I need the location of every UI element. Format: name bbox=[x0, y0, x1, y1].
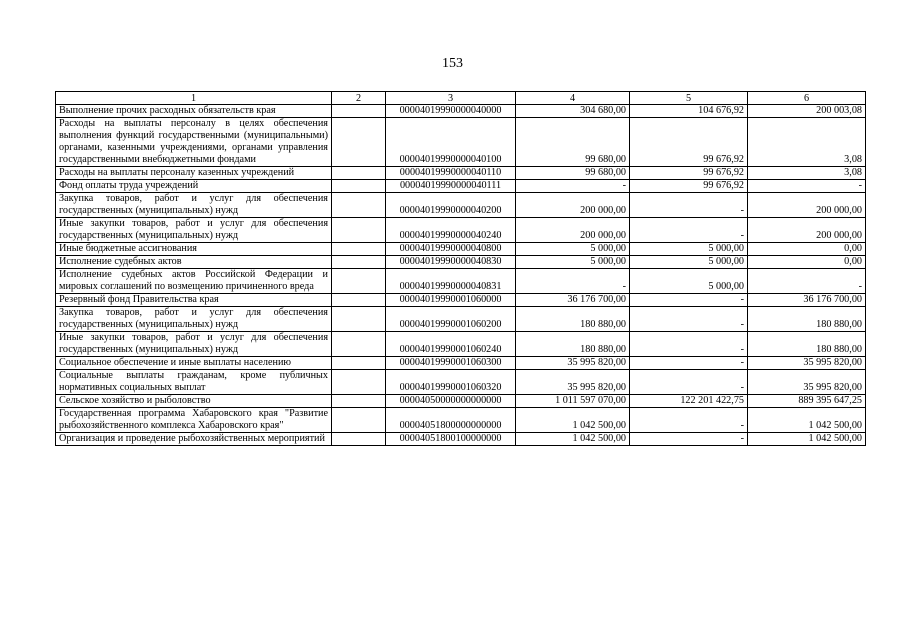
row-col2-cell bbox=[332, 307, 386, 332]
row-name-cell: Расходы на выплаты персоналу казенных учреждений bbox=[56, 167, 332, 180]
row-plan-cell: - bbox=[516, 269, 630, 294]
column-header: 1 bbox=[56, 92, 332, 105]
row-executed-cell: - bbox=[630, 370, 748, 395]
row-col2-cell bbox=[332, 167, 386, 180]
row-code-cell: 00004051800100000000 bbox=[386, 433, 516, 446]
row-name-cell: Расходы на выплаты персоналу в целях обеспечения выполнения функций государственными (муниципальными) органами, казенными учреждениями, органами управления государственными внебюджетными фондами bbox=[56, 118, 332, 167]
row-remainder-cell: 36 176 700,00 bbox=[748, 294, 866, 307]
row-code-cell: 00004019990000040800 bbox=[386, 243, 516, 256]
row-remainder-cell: - bbox=[748, 180, 866, 193]
row-plan-cell: 180 880,00 bbox=[516, 307, 630, 332]
row-executed-cell: 104 676,92 bbox=[630, 105, 748, 118]
row-plan-cell: 99 680,00 bbox=[516, 118, 630, 167]
column-header: 2 bbox=[332, 92, 386, 105]
row-col2-cell bbox=[332, 395, 386, 408]
page-number: 153 bbox=[442, 56, 463, 71]
row-name-cell: Исполнение судебных актов Российской Федерации и мировых соглашений по возмещению причиненного вреда bbox=[56, 269, 332, 294]
row-col2-cell bbox=[332, 294, 386, 307]
row-executed-cell: - bbox=[630, 357, 748, 370]
row-executed-cell: - bbox=[630, 218, 748, 243]
row-executed-cell: - bbox=[630, 433, 748, 446]
table-row bbox=[56, 243, 866, 256]
row-plan-cell: 5 000,00 bbox=[516, 256, 630, 269]
row-code-cell: 00004051800000000000 bbox=[386, 408, 516, 433]
row-code-cell: 00004019990000040100 bbox=[386, 118, 516, 167]
row-remainder-cell: 889 395 647,25 bbox=[748, 395, 866, 408]
row-plan-cell: 35 995 820,00 bbox=[516, 370, 630, 395]
row-name-cell: Иные бюджетные ассигнования bbox=[56, 243, 332, 256]
table-row bbox=[56, 408, 866, 433]
row-remainder-cell: 35 995 820,00 bbox=[748, 357, 866, 370]
row-name-cell: Иные закупки товаров, работ и услуг для обеспечения государственных (муниципальных) нужд bbox=[56, 332, 332, 357]
row-name-cell: Фонд оплаты труда учреждений bbox=[56, 180, 332, 193]
row-col2-cell bbox=[332, 408, 386, 433]
row-plan-cell: 1 011 597 070,00 bbox=[516, 395, 630, 408]
row-executed-cell: 5 000,00 bbox=[630, 256, 748, 269]
row-remainder-cell: 35 995 820,00 bbox=[748, 370, 866, 395]
table-row bbox=[56, 294, 866, 307]
row-code-cell: 00004019990001060240 bbox=[386, 332, 516, 357]
row-remainder-cell: 200 000,00 bbox=[748, 218, 866, 243]
table-row bbox=[56, 118, 866, 167]
table-row bbox=[56, 307, 866, 332]
row-executed-cell: - bbox=[630, 408, 748, 433]
row-code-cell: 00004019990000040830 bbox=[386, 256, 516, 269]
row-remainder-cell: 200 000,00 bbox=[748, 193, 866, 218]
row-name-cell: Исполнение судебных актов bbox=[56, 256, 332, 269]
row-plan-cell: 35 995 820,00 bbox=[516, 357, 630, 370]
header-row bbox=[56, 92, 866, 105]
row-col2-cell bbox=[332, 433, 386, 446]
row-code-cell: 00004050000000000000 bbox=[386, 395, 516, 408]
row-name-cell: Иные закупки товаров, работ и услуг для обеспечения государственных (муниципальных) нужд bbox=[56, 218, 332, 243]
row-remainder-cell: 200 003,08 bbox=[748, 105, 866, 118]
row-remainder-cell: 3,08 bbox=[748, 167, 866, 180]
row-executed-cell: 99 676,92 bbox=[630, 167, 748, 180]
row-executed-cell: 99 676,92 bbox=[630, 118, 748, 167]
row-executed-cell: - bbox=[630, 193, 748, 218]
row-col2-cell bbox=[332, 218, 386, 243]
row-col2-cell bbox=[332, 105, 386, 118]
row-col2-cell bbox=[332, 243, 386, 256]
row-executed-cell: 122 201 422,75 bbox=[630, 395, 748, 408]
table-row bbox=[56, 370, 866, 395]
row-remainder-cell: 180 880,00 bbox=[748, 307, 866, 332]
row-name-cell: Закупка товаров, работ и услуг для обеспечения государственных (муниципальных) нужд bbox=[56, 193, 332, 218]
row-code-cell: 00004019990000040000 bbox=[386, 105, 516, 118]
table-header bbox=[56, 92, 866, 105]
row-name-cell: Выполнение прочих расходных обязательств края bbox=[56, 105, 332, 118]
column-header: 5 bbox=[630, 92, 748, 105]
row-remainder-cell: 1 042 500,00 bbox=[748, 408, 866, 433]
column-header: 6 bbox=[748, 92, 866, 105]
row-name-cell: Социальные выплаты гражданам, кроме публичных нормативных социальных выплат bbox=[56, 370, 332, 395]
row-executed-cell: - bbox=[630, 307, 748, 332]
row-executed-cell: 99 676,92 bbox=[630, 180, 748, 193]
row-remainder-cell: 180 880,00 bbox=[748, 332, 866, 357]
row-remainder-cell: 1 042 500,00 bbox=[748, 433, 866, 446]
table-row bbox=[56, 269, 866, 294]
row-name-cell: Государственная программа Хабаровского края "Развитие рыбохозяйственного комплекса Хабаровского края" bbox=[56, 408, 332, 433]
row-code-cell: 00004019990001060320 bbox=[386, 370, 516, 395]
row-executed-cell: 5 000,00 bbox=[630, 269, 748, 294]
row-executed-cell: - bbox=[630, 332, 748, 357]
row-plan-cell: 1 042 500,00 bbox=[516, 433, 630, 446]
row-name-cell: Социальное обеспечение и иные выплаты населению bbox=[56, 357, 332, 370]
row-name-cell: Сельское хозяйство и рыболовство bbox=[56, 395, 332, 408]
row-col2-cell bbox=[332, 370, 386, 395]
row-col2-cell bbox=[332, 180, 386, 193]
row-plan-cell: 200 000,00 bbox=[516, 218, 630, 243]
table-row bbox=[56, 357, 866, 370]
row-col2-cell bbox=[332, 269, 386, 294]
table-row bbox=[56, 332, 866, 357]
row-col2-cell bbox=[332, 193, 386, 218]
row-name-cell: Организация и проведение рыбохозяйственных мероприятий bbox=[56, 433, 332, 446]
row-plan-cell: 99 680,00 bbox=[516, 167, 630, 180]
row-code-cell: 00004019990000040111 bbox=[386, 180, 516, 193]
row-plan-cell: 180 880,00 bbox=[516, 332, 630, 357]
row-col2-cell bbox=[332, 332, 386, 357]
column-header: 3 bbox=[386, 92, 516, 105]
row-code-cell: 00004019990001060200 bbox=[386, 307, 516, 332]
row-plan-cell: 1 042 500,00 bbox=[516, 408, 630, 433]
table-row bbox=[56, 105, 866, 118]
row-code-cell: 00004019990001060300 bbox=[386, 357, 516, 370]
budget-table bbox=[55, 91, 866, 446]
table-body bbox=[56, 105, 866, 446]
row-code-cell: 00004019990000040240 bbox=[386, 218, 516, 243]
row-executed-cell: - bbox=[630, 294, 748, 307]
table-row bbox=[56, 167, 866, 180]
row-code-cell: 00004019990001060000 bbox=[386, 294, 516, 307]
row-col2-cell bbox=[332, 357, 386, 370]
column-header: 4 bbox=[516, 92, 630, 105]
row-name-cell: Резервный фонд Правительства края bbox=[56, 294, 332, 307]
row-executed-cell: 5 000,00 bbox=[630, 243, 748, 256]
row-col2-cell bbox=[332, 256, 386, 269]
table-row bbox=[56, 180, 866, 193]
table-row bbox=[56, 395, 866, 408]
row-code-cell: 00004019990000040110 bbox=[386, 167, 516, 180]
row-remainder-cell: 0,00 bbox=[748, 243, 866, 256]
table-row bbox=[56, 193, 866, 218]
row-code-cell: 00004019990000040200 bbox=[386, 193, 516, 218]
table-row bbox=[56, 218, 866, 243]
row-plan-cell: - bbox=[516, 180, 630, 193]
table-row bbox=[56, 256, 866, 269]
row-remainder-cell: - bbox=[748, 269, 866, 294]
row-plan-cell: 200 000,00 bbox=[516, 193, 630, 218]
row-code-cell: 00004019990000040831 bbox=[386, 269, 516, 294]
row-plan-cell: 304 680,00 bbox=[516, 105, 630, 118]
row-name-cell: Закупка товаров, работ и услуг для обеспечения государственных (муниципальных) нужд bbox=[56, 307, 332, 332]
row-remainder-cell: 0,00 bbox=[748, 256, 866, 269]
row-plan-cell: 5 000,00 bbox=[516, 243, 630, 256]
row-col2-cell bbox=[332, 118, 386, 167]
table-row bbox=[56, 433, 866, 446]
row-plan-cell: 36 176 700,00 bbox=[516, 294, 630, 307]
row-remainder-cell: 3,08 bbox=[748, 118, 866, 167]
